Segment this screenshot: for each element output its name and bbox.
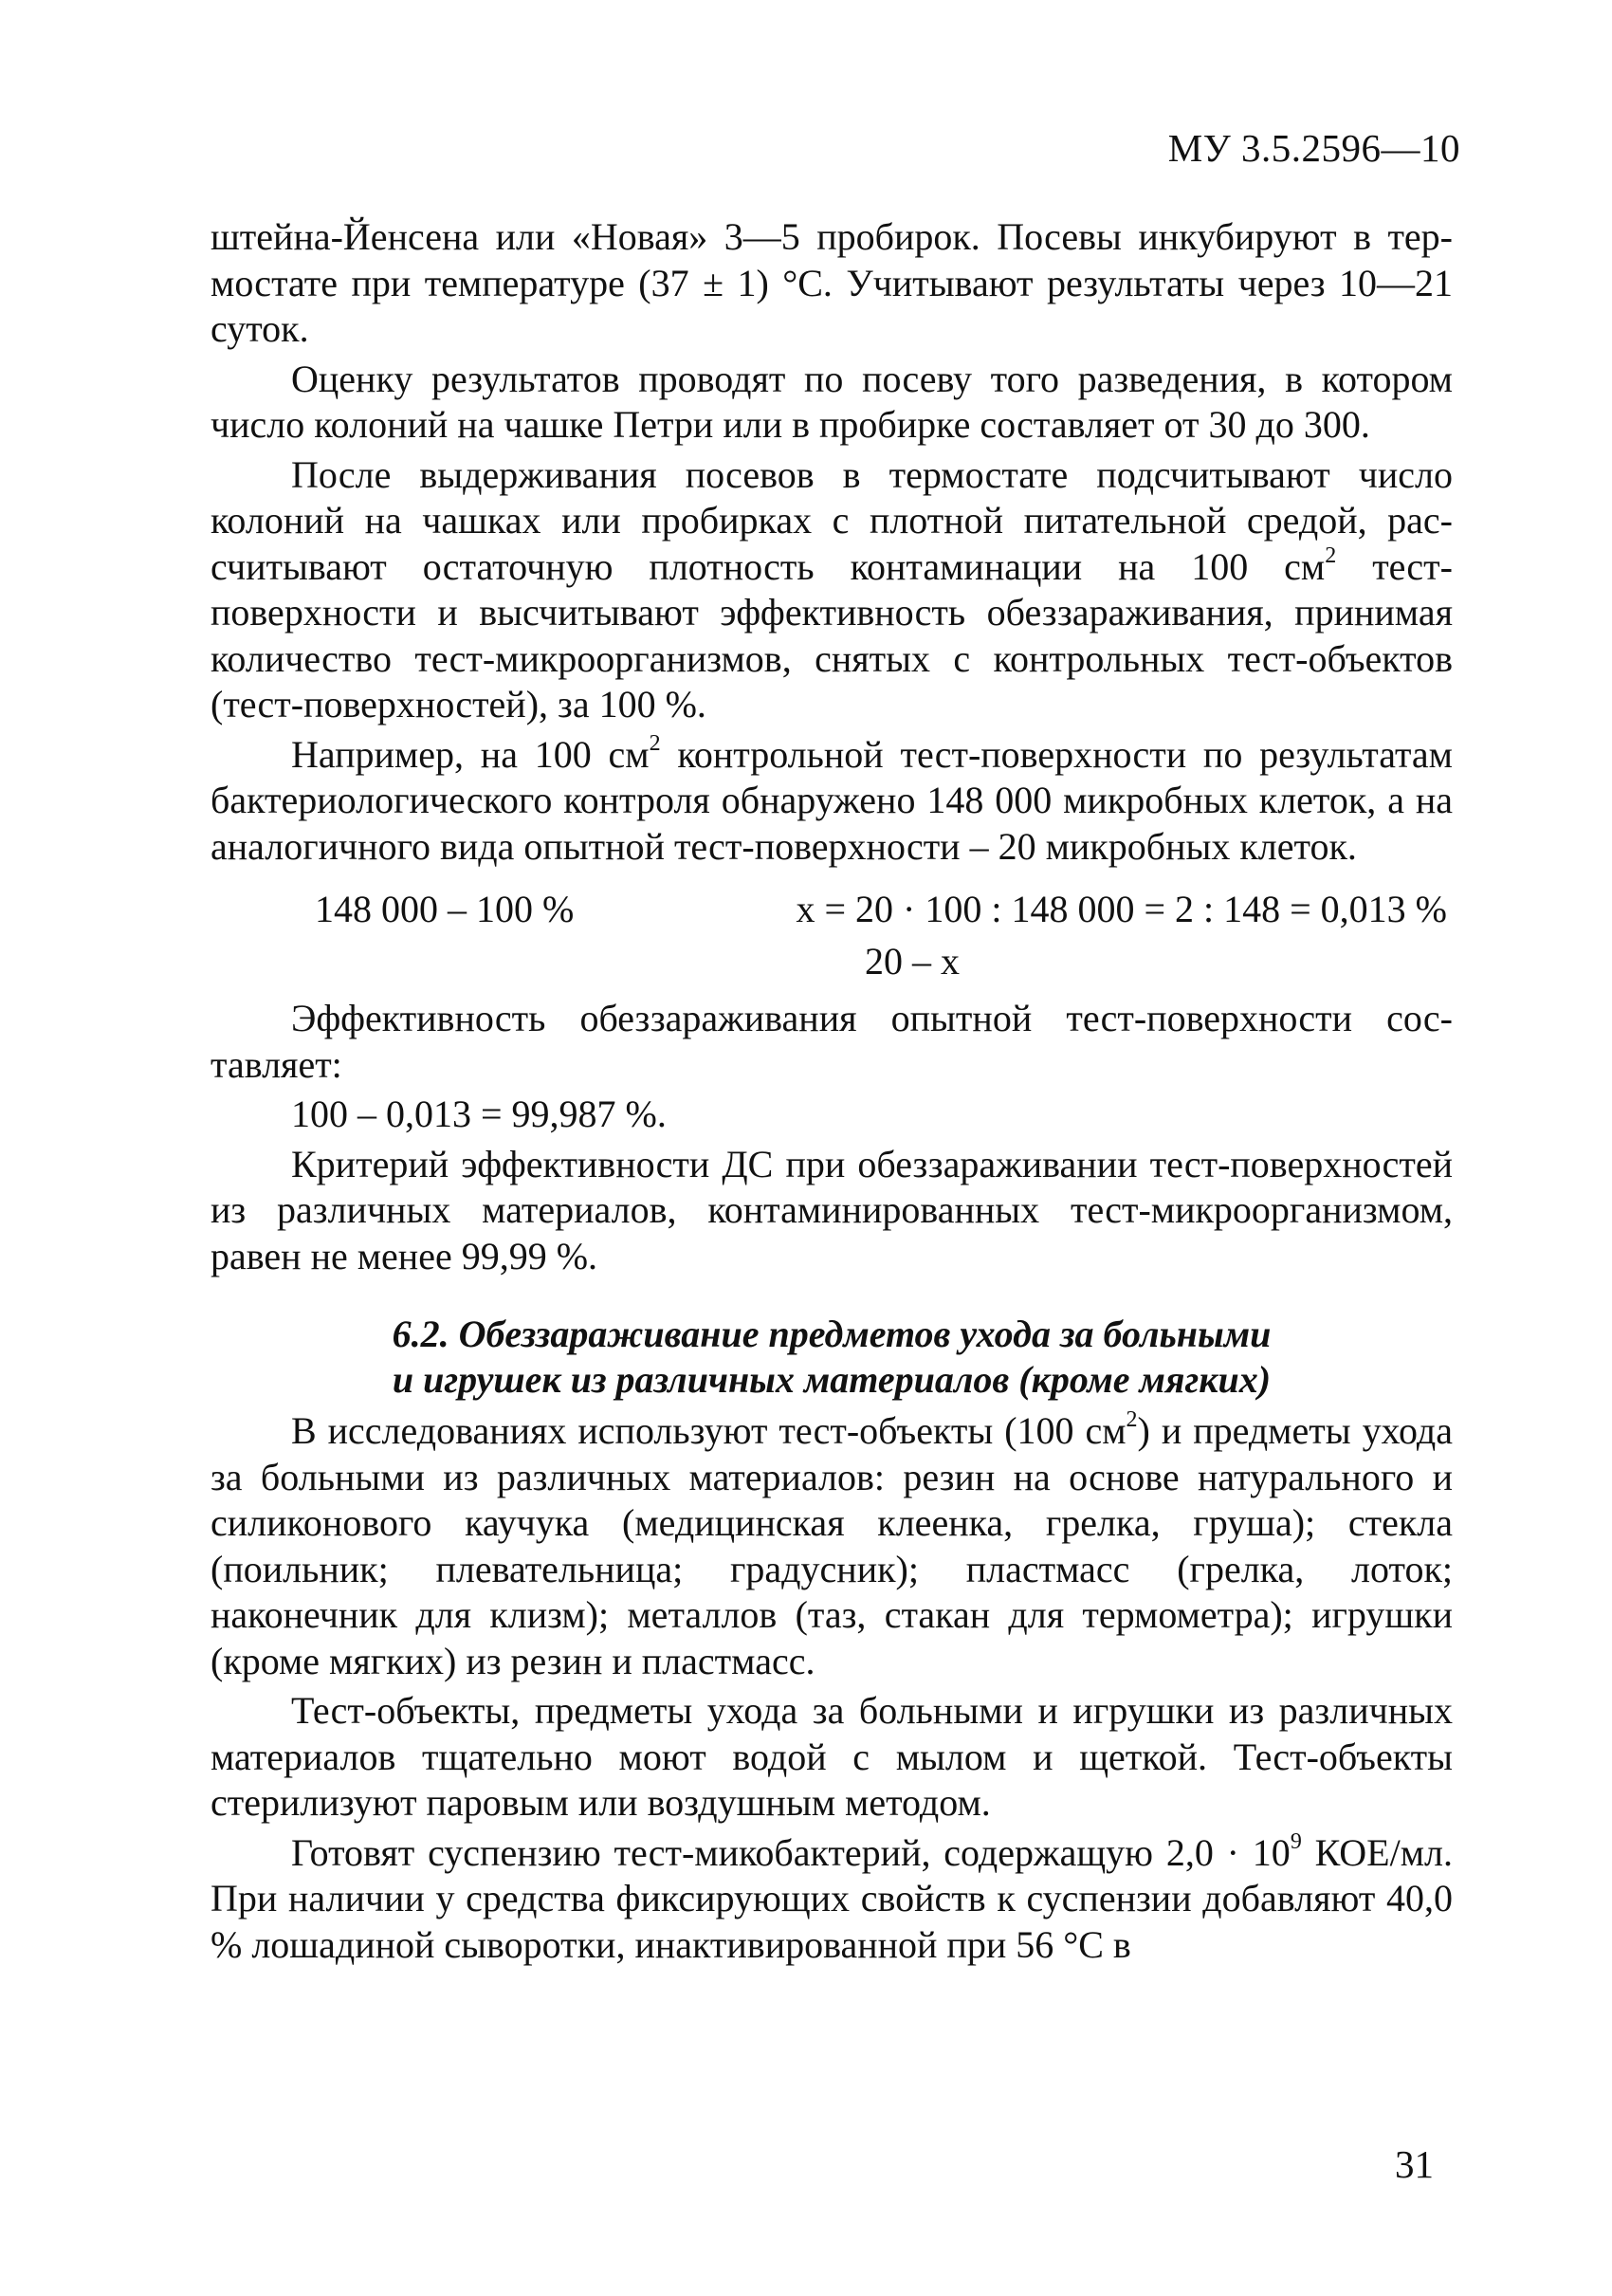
formula-right: x = 20 · 100 : 148 000 = 2 : 148 = 0,013 %: [796, 888, 1447, 930]
superscript: 2: [1325, 542, 1337, 568]
paragraph-text: Например, на 100 см: [291, 732, 650, 776]
formula-sub: 20 – x: [865, 939, 960, 983]
document-code-header: МУ 3.5.2596—10: [1167, 126, 1460, 170]
paragraph: [211, 452, 1453, 728]
efficiency-equation: 100 – 0,013 = 99,987 %.: [291, 1093, 667, 1135]
body-text: [211, 214, 1453, 1968]
paragraph-text: КОЕ/мл. При наличии у средства фиксирующих свойств к суспензии добавляют 40,0 % лошадиной сыворотки, инактивированной при 56 °С в: [211, 1830, 1454, 1966]
paragraph-text: контрольной тест-поверхности по результатам бактериологического контроля обнаружено 148 000 микробных клеток, а на аналогичного вида опытной тест-поверхности – 20 микробных клеток.: [211, 732, 1453, 868]
paragraph-text: тест-поверхности и высчитывают эффективность обеззараживания, принимая количество тест-микроорганизмов, снятых с контрольных тест-объектов (тест-поверхностей), за 100 %.: [211, 544, 1453, 726]
section-heading-line: 6.2. Обеззараживание предметов ухода за больными: [392, 1313, 1272, 1355]
proportion-formula: [211, 887, 1453, 933]
superscript: 2: [1126, 1407, 1138, 1432]
superscript: 9: [1290, 1828, 1302, 1854]
paragraph-text: ) и предметы ухода за больными из различных материалов: резин на основе натурального и силиконового каучука (медицинская клеенка, грелка, груша); стекла (поильник; плевательница; градусник); пластмасс (грелка, лоток; наконечник для клизм); металлов (таз, стакан для термометра); игрушки (кроме мягких) из резин и пластмасс.: [211, 1409, 1453, 1682]
paragraph: Эффективность обеззараживания опытной тест-поверхности составляет:: [211, 997, 1453, 1086]
paragraph: штейна-Йенсена или «Новая» 3—5 пробирок. Посевы инкубируют в термостате при температуре (37 ± 1) °С. Учитывают результаты через 10—21 суток.: [211, 215, 1453, 350]
superscript: 2: [649, 730, 661, 756]
section-heading: [211, 1312, 1453, 1403]
formula-left: 148 000 – 100 %: [315, 888, 575, 930]
paragraph: [211, 1408, 1453, 1684]
paragraph-text: Готовят суспензию тест-микобактерий, содержащую 2,0 · 10: [291, 1830, 1291, 1874]
paragraph: [211, 732, 1453, 871]
paragraph: Тест-объекты, предметы ухода за больными и игрушки из различных материалов тщательно моют водой с мылом и щеткой. Тест-объекты стерилизуют паровым или воздушным методом.: [211, 1689, 1453, 1824]
page-number: 31: [1395, 2142, 1434, 2186]
paragraph-text: В исследованиях используют тест-объекты (100 см: [291, 1409, 1127, 1452]
paragraph: Оценку результатов проводят по посеву того разведения, в котором число колоний на чашке Петри или в пробирке составляет от 30 до 300.: [211, 357, 1453, 446]
paragraph: Критерий эффективности ДС при обеззараживании тест-поверхностей из различных материалов, контаминированных тест-микроорганизмом, равен не менее 99,99 %.: [211, 1142, 1453, 1277]
section-heading-line: и игрушек из различных материалов (кроме мягких): [392, 1358, 1272, 1401]
paragraph: [211, 1830, 1453, 1969]
paragraph-text: После выдерживания посевов в термостате подсчитывают число колоний на чашках или пробирках с плотной питательной средой, рассчитывают остаточную плотность контаминации на 100 см: [211, 452, 1453, 588]
